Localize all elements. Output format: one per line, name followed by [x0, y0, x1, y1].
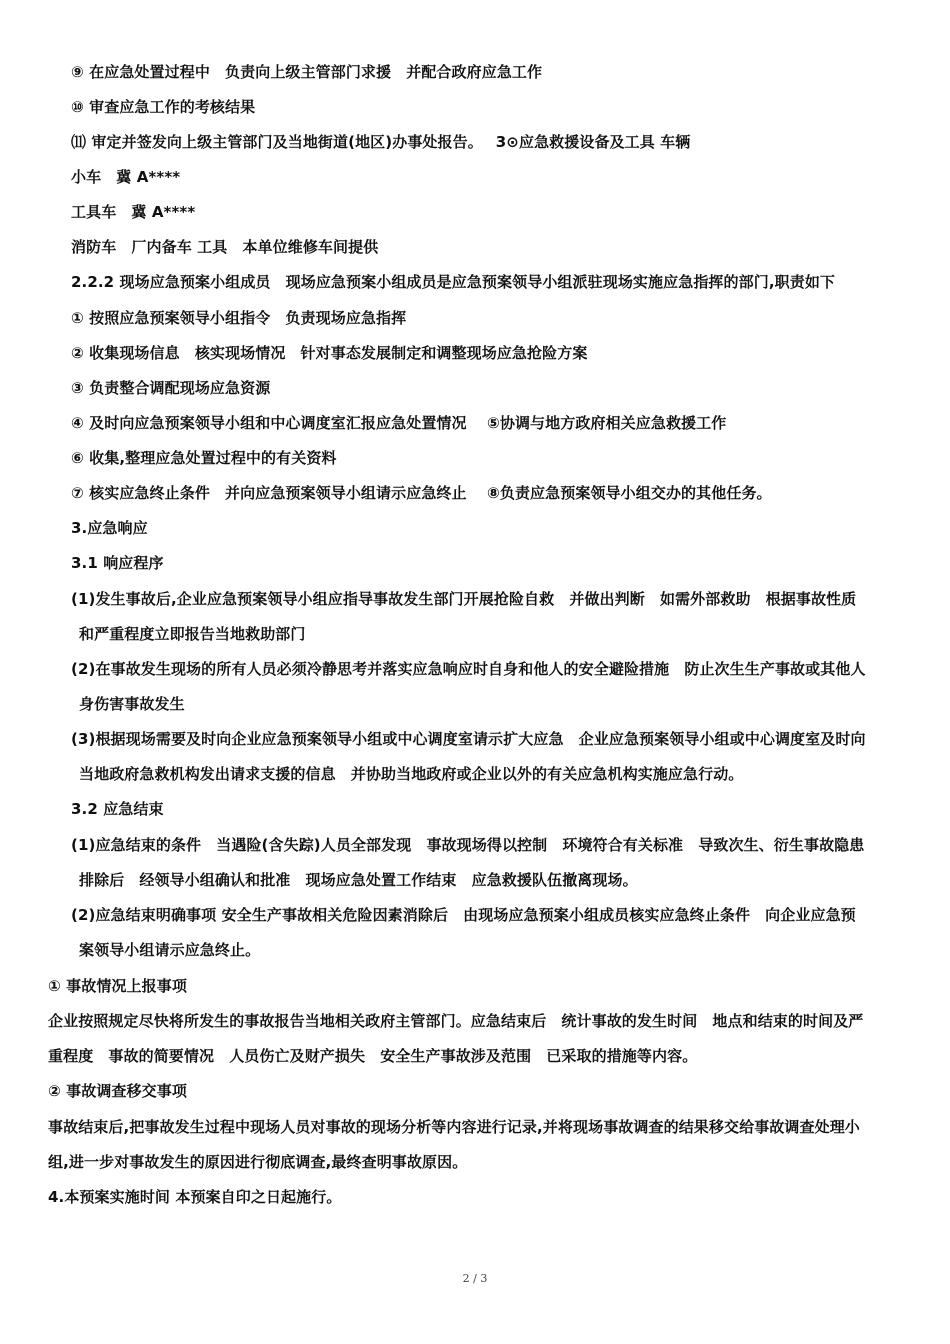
text-line: 消防车 厂内备车 工具 本单位维修车间提供: [71, 238, 379, 256]
text-line: 企业按照规定尽快将所发生的事故报告当地相关政府主管部门。应急结束后 统计事故的发生时间 地点和结束的时间及严: [48, 1012, 864, 1030]
text-line: (1)应急结束的条件 当遇险(含失踪)人员全部发现 事故现场得以控制 环境符合有关标准 导致次生、衍生事故隐患: [71, 836, 865, 854]
text-line: 工具车 冀 A****: [71, 203, 196, 221]
section-heading: ① 事故情况上报事项: [48, 977, 187, 995]
section-heading: 2.2.2 现场应急预案小组成员 现场应急预案小组成员是应急预案领导小组派驻现场实施应急指挥的部门,职责如下: [71, 273, 836, 291]
text-line: 小车 冀 A****: [71, 168, 181, 186]
text-line: 身伤害事故发生: [79, 695, 185, 713]
text-line: ① 按照应急预案领导小组指令 负责现场应急指挥: [71, 309, 407, 327]
text-line: 事故结束后,把事故发生过程中现场人员对事故的现场分析等内容进行记录,并将现场事故调查的结果移交给事故调查处理小: [48, 1118, 860, 1136]
text-line: ⑩ 审查应急工作的考核结果: [71, 98, 256, 116]
text-line: ⑦ 核实应急终止条件 并向应急预案领导小组请示应急终止 ⑧负责应急预案领导小组交办的其他任务。: [71, 484, 772, 502]
text-line: 重程度 事故的简要情况 人员伤亡及财产损失 安全生产事故涉及范围 已采取的措施等内容。: [48, 1047, 698, 1065]
section-heading: 3.应急响应: [71, 519, 148, 537]
text-line: (3)根据现场需要及时向企业应急预案领导小组或中心调度室请示扩大应急 企业应急预案领导小组或中心调度室及时向: [71, 730, 866, 748]
section-heading: 3.1 响应程序: [71, 554, 164, 572]
text-line: ④ 及时向应急预案领导小组和中心调度室汇报应急处置情况 ⑤协调与地方政府相关应急救援工作: [71, 414, 727, 432]
text-line: ③ 负责整合调配现场应急资源: [71, 379, 271, 397]
text-line: ⑨ 在应急处置过程中 负责向上级主管部门求援 并配合政府应急工作: [71, 63, 543, 81]
text-line: (2)应急结束明确事项 安全生产事故相关危险因素消除后 由现场应急预案小组成员核实应急终止条件 向企业应急预: [71, 906, 856, 924]
section-heading: ② 事故调查移交事项: [48, 1082, 187, 1100]
section-heading: 4.本预案实施时间 本预案自印之日起施行。: [48, 1188, 342, 1206]
text-line: 和严重程度立即报告当地救助部门: [79, 625, 306, 643]
text-line: ② 收集现场信息 核实现场情况 针对事态发展制定和调整现场应急抢险方案: [71, 344, 588, 362]
text-line: 案领导小组请示应急终止。: [79, 941, 261, 959]
text-line: ⑥ 收集,整理应急处置过程中的有关资料: [71, 449, 337, 467]
text-line: 排除后 经领导小组确认和批准 现场应急处置工作结束 应急救援队伍撤离现场。: [79, 871, 638, 889]
page-number: 2 / 3: [462, 1272, 488, 1285]
text-line: 当地政府急救机构发出请求支援的信息 并协助当地政府或企业以外的有关应急机构实施应急行动。: [79, 765, 744, 783]
text-line: (1)发生事故后,企业应急预案领导小组应指导事故发生部门开展抢险自救 并做出判断 如需外部救助 根据事故性质: [71, 590, 857, 608]
text-line: (2)在事故发生现场的所有人员必须冷静思考并落实应急响应时自身和他人的安全避险措施 防止次生生产事故或其他人: [71, 660, 866, 678]
text-line: 组,进一步对事故发生的原因进行彻底调查,最终查明事故原因。: [48, 1153, 468, 1171]
section-heading: 3.2 应急结束: [71, 800, 164, 818]
text-line: ⑾ 审定并签发向上级主管部门及当地街道(地区)办事处报告。 3⊙应急救援设备及工具 车辆: [71, 133, 691, 151]
